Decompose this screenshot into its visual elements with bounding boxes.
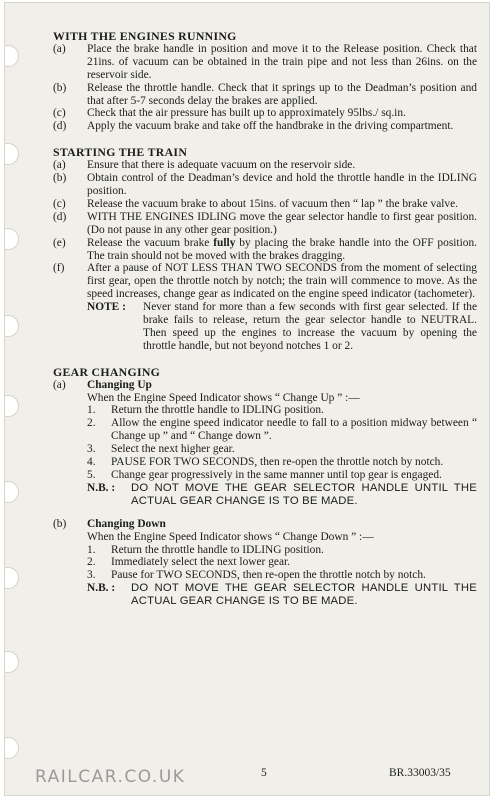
- step-number: 1.: [87, 543, 96, 556]
- step-text: Allow the engine speed indicator needle to fall to a position midway between “ Change up ” and “ Change down ”.: [111, 417, 477, 443]
- item-text-post: by placing the brake handle into the OFF position. The train should not be moved with the brakes dragging.: [87, 236, 477, 262]
- item-text: Apply the vacuum brake and take off the handbrake in the driving compartment.: [87, 120, 454, 133]
- list-item: [53, 198, 477, 211]
- page-number: 5: [261, 767, 267, 779]
- nb-note: [53, 482, 477, 508]
- nb-text: DO NOT MOVE THE GEAR SELECTOR HANDLE UNTIL THE ACTUAL GEAR CHANGE IS TO BE MADE.: [131, 582, 477, 608]
- item-text: WITH THE ENGINES IDLING move the gear selector handle to first gear position. (Do not pause in any other gear position.): [87, 210, 477, 236]
- note: [53, 301, 477, 353]
- step-number: 3.: [87, 569, 96, 582]
- list-item: [53, 569, 477, 582]
- step-number: 3.: [87, 443, 96, 456]
- list-item: [53, 262, 477, 301]
- list-item: [53, 556, 477, 569]
- list-item: [53, 404, 477, 417]
- item-marker: (b): [53, 172, 67, 185]
- list-item: [53, 544, 477, 557]
- step-number: 2.: [87, 417, 96, 430]
- step-number: 4.: [87, 456, 96, 469]
- step-number: 5.: [87, 469, 96, 481]
- subsection-title-text: Changing Down: [87, 517, 166, 530]
- list-item: [53, 159, 477, 172]
- list-item: [53, 82, 477, 108]
- item-marker: (f): [53, 262, 65, 275]
- subsection-intro: When the Engine Speed Indicator shows “ Change Up ” :—: [87, 391, 360, 404]
- item-text: Place the brake handle in position and move it to the Release position. Check that 21ins. of vacuum can be obtained in the train pipe and not less than 26ins. on the reservoir side.: [87, 42, 477, 81]
- section-engines-running: [53, 30, 477, 133]
- railcar-logo: RAILCAR.CO.UK: [35, 767, 186, 787]
- step-number: 1.: [87, 404, 96, 417]
- note-label: NOTE :: [87, 301, 126, 314]
- note-text: Never stand for more than a few seconds with first gear selected. If the brake fails to release, return the gear selector handle to NEUTRAL. Then speed up the engines to increase the vacuum by opening the throttle handle, but not beyond notches 1 or 2.: [143, 301, 477, 352]
- section-heading: WITH THE ENGINES RUNNING: [53, 29, 237, 43]
- item-text: Release the vacuum brake to about 15ins. of vacuum then “ lap ” the brake valve.: [87, 197, 459, 210]
- section-heading: STARTING THE TRAIN: [53, 145, 188, 160]
- page-footer: [5, 765, 489, 785]
- nb-label: N.B. :: [87, 481, 116, 494]
- step-text: Return the throttle handle to IDLING position.: [111, 404, 324, 417]
- step-text: Change gear progressively in the same manner until top gear is engaged.: [111, 469, 442, 481]
- list-item: [53, 211, 477, 237]
- step-text: PAUSE FOR TWO SECONDS, then re-open the throttle notch by notch.: [111, 456, 444, 469]
- list-item: [53, 107, 477, 120]
- section-starting-train: [53, 146, 477, 353]
- item-marker: (d): [53, 120, 67, 133]
- item-text: Obtain control of the Deadman’s device and hold the throttle handle in the IDLING position.: [87, 172, 477, 197]
- item-marker: (a): [53, 378, 66, 391]
- step-number: 2.: [87, 556, 96, 569]
- binder-hole: [4, 567, 19, 589]
- binder-hole: [4, 737, 19, 759]
- item-marker: (c): [53, 107, 66, 120]
- list-item: [53, 172, 477, 198]
- binder-hole: [4, 395, 19, 417]
- subsection-intro: When the Engine Speed Indicator shows “ Change Down ” :—: [87, 530, 374, 543]
- binder-hole: [4, 143, 19, 165]
- list-item: [53, 456, 477, 469]
- step-text: Pause for TWO SECONDS, then re-open the throttle notch by notch.: [111, 569, 426, 582]
- list-item: [53, 43, 477, 82]
- subsection-title-text: Changing Up: [87, 378, 152, 391]
- list-item: [53, 469, 477, 482]
- nb-label: N.B. :: [87, 582, 116, 595]
- page-content: [53, 30, 477, 608]
- item-marker: (b): [53, 517, 67, 530]
- list-item: [53, 120, 477, 133]
- document-reference: BR.33003/35: [389, 767, 451, 779]
- nb-text: DO NOT MOVE THE GEAR SELECTOR HANDLE UNTIL THE ACTUAL GEAR CHANGE IS TO BE MADE.: [131, 481, 477, 507]
- list-item: [53, 237, 477, 263]
- item-text: [87, 237, 477, 263]
- binder-hole: [4, 481, 19, 503]
- item-marker: (a): [53, 42, 66, 55]
- list-item: [53, 417, 477, 443]
- binder-hole: [4, 315, 19, 337]
- nb-note: [53, 582, 477, 608]
- item-text: Release the throttle handle. Check that it springs up to the Deadman’s position and that after 5-7 seconds delay the brakes are applied.: [87, 81, 477, 107]
- step-text: Select the next higher gear.: [111, 443, 235, 456]
- item-marker: (a): [53, 159, 66, 172]
- item-marker: (b): [53, 81, 67, 94]
- list-item: [53, 443, 477, 456]
- item-text: Check that the air pressure has built up to approximately 95lbs./ sq.in.: [87, 107, 406, 120]
- step-text: Immediately select the next lower gear.: [111, 556, 291, 569]
- section-gear-changing: [53, 366, 477, 608]
- item-marker: (e): [53, 236, 66, 249]
- item-text: After a pause of NOT LESS THAN TWO SECONDS from the moment of selecting first gear, open the throttle notch by notch; the train will commence to move. As the speed increases, change gear as indicated on the engine speed indicator (tachometer).: [87, 262, 477, 301]
- subsection-title: [53, 379, 477, 392]
- section-heading: GEAR CHANGING: [53, 364, 161, 379]
- subsection-title: [53, 518, 477, 531]
- binder-hole: [4, 228, 19, 250]
- item-text-pre: Release the vacuum brake: [87, 236, 214, 249]
- binder-hole: [4, 45, 19, 67]
- step-text: Return the throttle handle to IDLING position.: [111, 543, 324, 556]
- item-marker: (d): [53, 210, 67, 223]
- item-marker: (c): [53, 197, 66, 210]
- binder-hole: [4, 651, 19, 673]
- item-text: Ensure that there is adequate vacuum on the reservoir side.: [87, 159, 356, 172]
- manual-page: [4, 2, 490, 796]
- item-text-bold: fully: [213, 236, 236, 249]
